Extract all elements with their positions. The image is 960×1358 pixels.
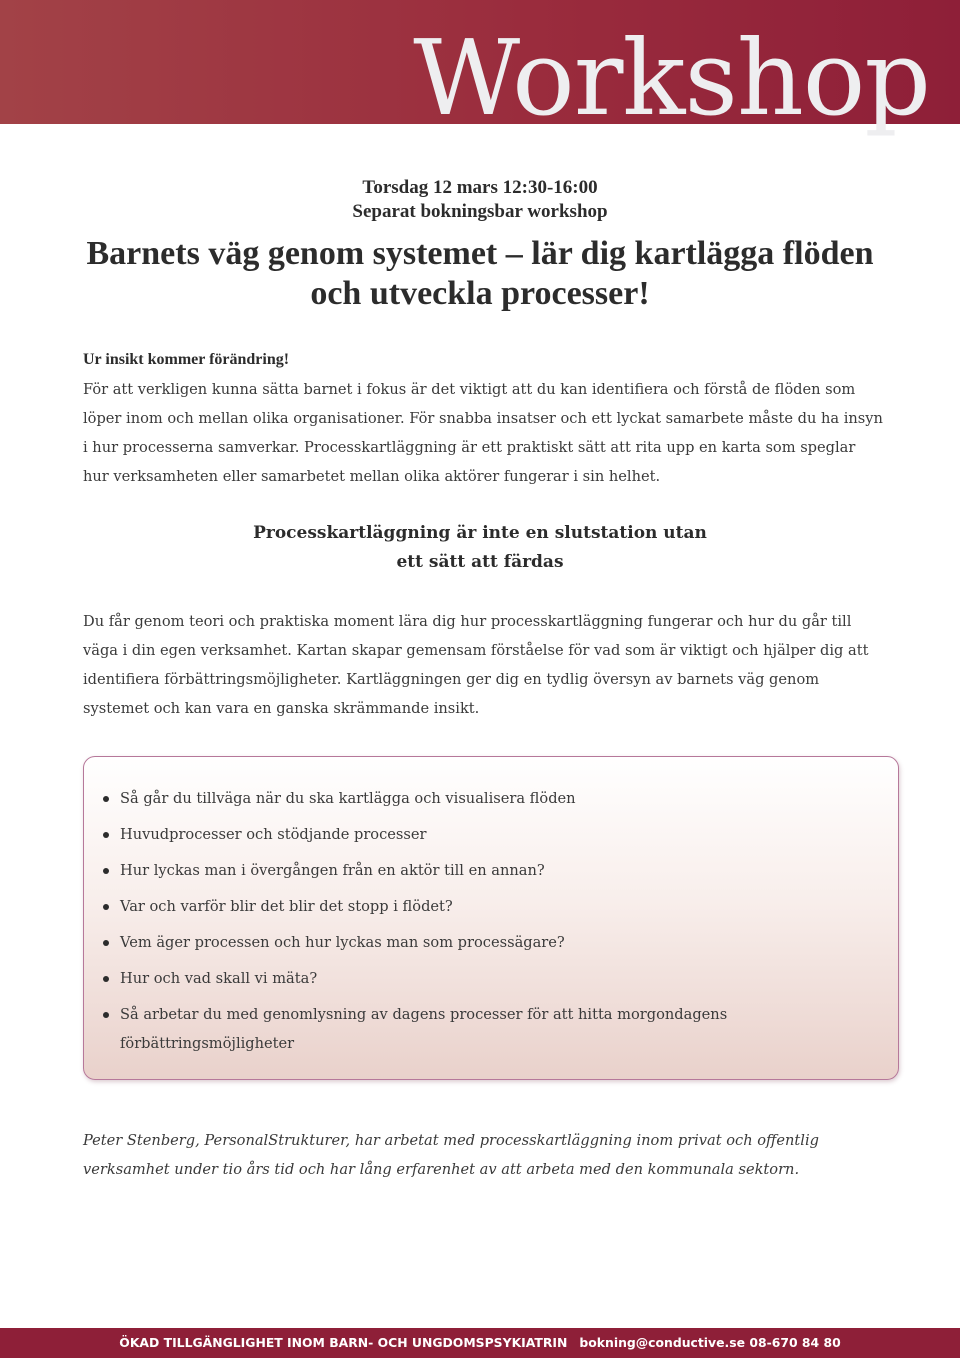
topic-item (103, 784, 818, 813)
topic-label: Så arbetar du med genomlysning av dagens processer för att hitta morgondagens förbättringsmöjligheter (120, 1006, 728, 1052)
bullet-icon (103, 904, 109, 910)
description-paragraph: Du får genom teori och praktiska moment lära dig hur processkartläggning fungerar och hur du går till väga i din egen verksamhet. Kartan skapar gemensam förståelse för vad som är viktigt och hjälper dig att identifiera förbättringsmöjligheter. Kartläggningen ger dig en tydlig översyn av barnets väg genom systemet och kan vara en ganska skrämmande insikt. (83, 613, 869, 717)
bullet-icon (103, 976, 109, 982)
event-date: Torsdag 12 mars 12:30-16:00 (362, 177, 598, 198)
section-heading (0, 519, 960, 577)
topic-item (103, 928, 818, 957)
topic-item (103, 892, 818, 921)
intro-heading: Ur insikt kommer förändring! (83, 351, 290, 368)
bullet-icon (103, 868, 109, 874)
topic-item (103, 856, 818, 885)
bullet-icon (103, 940, 109, 946)
topic-label: Hur och vad skall vi mäta? (120, 970, 318, 987)
topics-list (103, 784, 818, 1065)
footer-text (0, 1328, 960, 1358)
footer-contact: bokning@conductive.se 08-670 84 80 (579, 1335, 841, 1350)
topic-item (103, 820, 818, 849)
speaker-bio: Peter Stenberg, PersonalStrukturer, har arbetat med processkartläggning inom privat och offentlig verksamhet under tio års tid och har lång erfarenhet av att arbeta med den kommunala sektorn. (83, 1132, 819, 1178)
event-subtitle: Separat bokningsbar workshop (352, 201, 608, 222)
topic-label: Så går du tillväga när du ska kartlägga och visualisera flöden (120, 790, 576, 807)
bullet-icon (103, 832, 109, 838)
bullet-icon (103, 796, 109, 802)
intro-paragraph: För att verkligen kunna sätta barnet i fokus är det viktigt att du kan identifiera och förstå de flöden som löper inom och mellan olika organisationer. För snabba insatser och ett lyckat samarbete måste du ha insyn i hur processerna samverkar. Processkartläggning är ett praktiskt sätt att rita upp en karta som speglar hur verksamheten eller samarbetet mellan olika aktörer fungerar i sin helhet. (83, 381, 883, 485)
topic-label: Hur lyckas man i övergången från en aktör till en annan? (120, 862, 545, 879)
footer-program: ÖKAD TILLGÄNGLIGHET INOM BARN- OCH UNGDOMSPSYKIATRIN (119, 1335, 568, 1350)
header-title: Workshop (413, 17, 930, 139)
header-band (0, 0, 960, 139)
main-heading: Barnets väg genom systemet – lär dig kartlägga flöden och utveckla processer! (86, 235, 874, 312)
topic-label: Huvudprocesser och stödjande processer (120, 826, 427, 843)
topics-box (83, 756, 899, 1080)
section-heading-line-1: Processkartläggning är inte en slutstation utan (253, 523, 707, 543)
bullet-icon (103, 1012, 109, 1018)
topic-label: Vem äger processen och hur lyckas man som processägare? (120, 934, 565, 951)
footer-band (0, 1328, 960, 1358)
section-heading-line-2: ett sätt att färdas (396, 552, 564, 572)
topic-label: Var och varför blir det blir det stopp i flödet? (120, 898, 453, 915)
topic-item (103, 1000, 818, 1058)
topic-item (103, 964, 818, 993)
